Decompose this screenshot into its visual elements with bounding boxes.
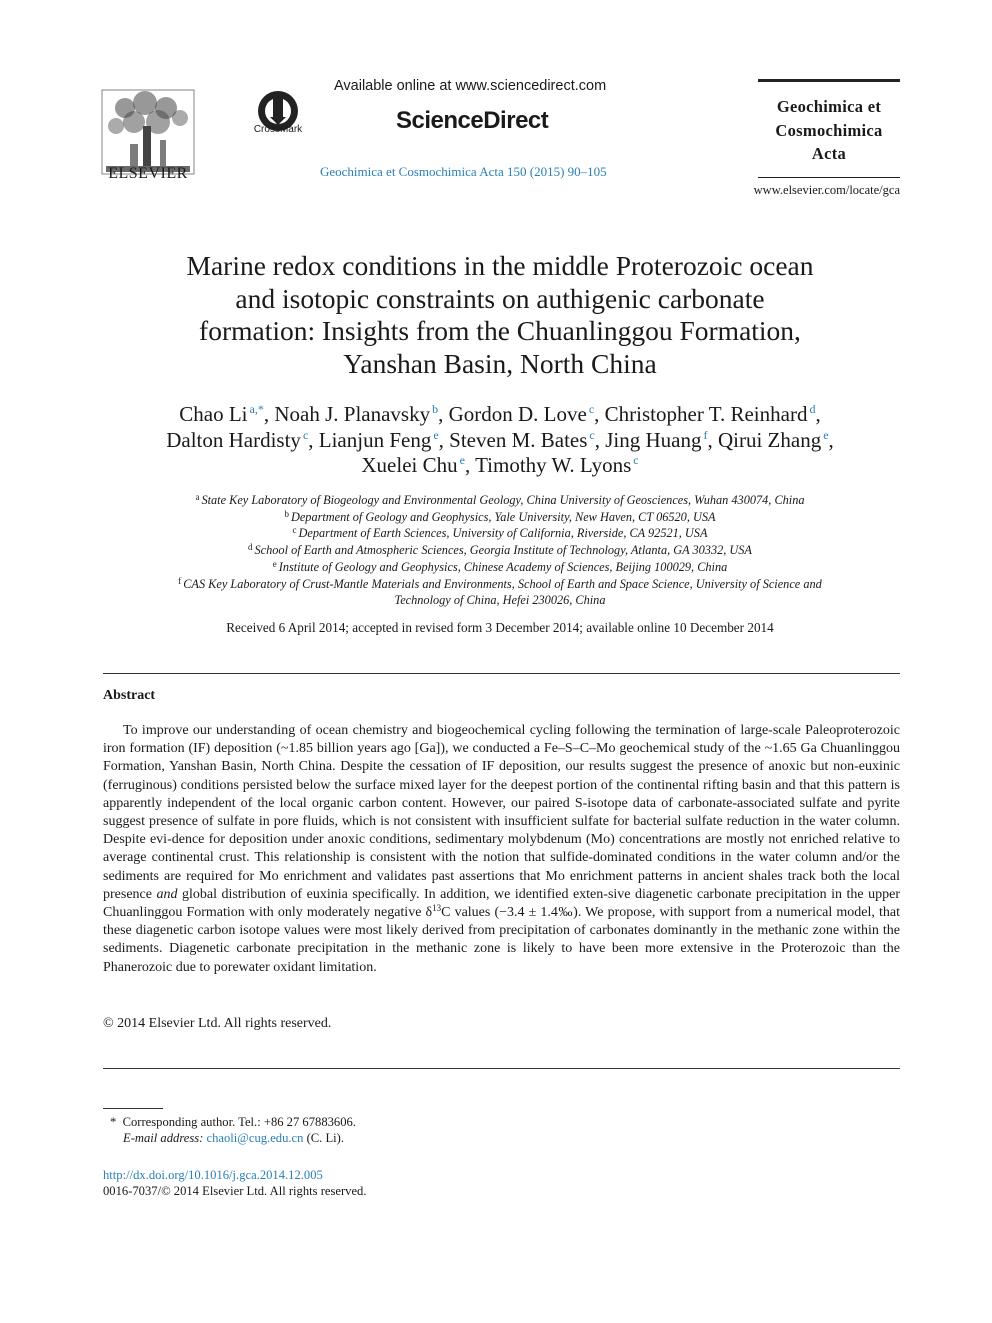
affiliation-text: Technology of China, Hefei 230026, China bbox=[394, 593, 606, 608]
journal-name bbox=[752, 95, 906, 166]
title-line: Marine redox conditions in the middle Proterozoic ocean bbox=[186, 250, 814, 281]
journal-title-rule-top bbox=[758, 79, 900, 82]
author-name[interactable]: Xuelei Chu bbox=[361, 453, 458, 477]
author-separator: , bbox=[707, 427, 718, 452]
affiliation-text: State Key Laboratory of Biogeology and Environmental Geology, China University of Geosciences, Wuhan 430074, China bbox=[201, 493, 805, 507]
author-name[interactable]: Noah J. Planavsky bbox=[274, 402, 431, 426]
journal-title-rule-bottom bbox=[758, 177, 900, 178]
journal-name-line: Acta bbox=[811, 144, 847, 163]
abstract-heading: Abstract bbox=[103, 688, 156, 703]
affiliation-text: School of Earth and Atmospheric Sciences, Georgia Institute of Technology, Atlanta, GA 30332, USA bbox=[254, 543, 752, 558]
abstract-inline: 13 bbox=[432, 903, 442, 914]
affiliation-label: b bbox=[284, 508, 289, 519]
author-affiliation-marker[interactable]: c bbox=[302, 427, 309, 442]
affiliation-list bbox=[100, 492, 900, 609]
crossmark-label[interactable]: CrossMark bbox=[253, 124, 303, 135]
abstract-inline: and bbox=[156, 886, 178, 902]
available-online-text: Available online at www.sciencedirect.com bbox=[334, 78, 607, 94]
affiliation-text: Institute of Geology and Geophysics, Chinese Academy of Sciences, Beijing 100029, China bbox=[278, 559, 728, 574]
title-line: Yanshan Basin, North China bbox=[343, 347, 657, 379]
affiliation-label: a bbox=[195, 492, 200, 502]
title-line: and isotopic constraints on authigenic carbonate bbox=[235, 282, 765, 314]
affiliation-line bbox=[100, 492, 900, 509]
author-separator: , bbox=[815, 402, 821, 426]
journal-url[interactable]: www.elsevier.com/locate/gca bbox=[753, 183, 900, 197]
author-list bbox=[100, 402, 900, 479]
sciencedirect-logo[interactable]: ScienceDirect bbox=[396, 107, 549, 134]
author-separator: , bbox=[464, 453, 476, 477]
divider bbox=[103, 673, 900, 674]
author-separator: , bbox=[438, 402, 449, 426]
author-separator: , bbox=[263, 402, 275, 426]
affiliation-label: f bbox=[178, 575, 182, 586]
article-title bbox=[100, 250, 900, 380]
author-name[interactable]: Gordon D. Love bbox=[448, 402, 587, 426]
corresponding-author-text: Corresponding author. Tel.: +86 27 67883606. bbox=[122, 1115, 356, 1129]
affiliation-line bbox=[100, 509, 900, 526]
issn-copyright: 0016-7037/© 2014 Elsevier Ltd. All rights reserved. bbox=[103, 1184, 367, 1198]
email-note bbox=[123, 1131, 344, 1146]
author-name[interactable]: Chao Li bbox=[179, 402, 248, 426]
affiliation-text: CAS Key Laboratory of Crust-Mantle Materials and Environments, School of Earth and Space Science, University of Science and bbox=[183, 576, 822, 591]
affiliation-line bbox=[100, 542, 900, 559]
author-affiliation-marker[interactable]: e bbox=[433, 427, 439, 442]
journal-name-line: Geochimica et bbox=[776, 97, 882, 116]
author-affiliation-marker[interactable]: e bbox=[823, 427, 829, 442]
author-separator: , bbox=[828, 427, 834, 452]
abstract-copyright: © 2014 Elsevier Ltd. All rights reserved. bbox=[103, 1016, 332, 1031]
author-separator: , bbox=[438, 427, 450, 452]
author-name[interactable]: Dalton Hardisty bbox=[166, 427, 301, 452]
email-label: E-mail address: bbox=[123, 1131, 204, 1145]
author-separator: , bbox=[594, 427, 606, 452]
author-affiliation-marker[interactable]: a,* bbox=[249, 402, 264, 416]
affiliation-line bbox=[100, 525, 900, 542]
author-affiliation-marker[interactable]: c bbox=[589, 427, 595, 442]
corresponding-author-note bbox=[110, 1115, 356, 1130]
affiliation-label: e bbox=[272, 558, 277, 569]
affiliation-line bbox=[100, 592, 900, 609]
email-link[interactable]: chaoli@cug.edu.cn bbox=[206, 1131, 304, 1145]
affiliation-text: Department of Earth Sciences, University of California, Riverside, CA 92521, USA bbox=[298, 526, 708, 541]
author-separator: , bbox=[594, 402, 605, 426]
publisher-name: ELSEVIER bbox=[108, 165, 188, 182]
author-name[interactable]: Timothy W. Lyons bbox=[475, 453, 632, 477]
footnote-rule bbox=[103, 1108, 163, 1109]
author-name[interactable]: Lianjun Feng bbox=[318, 427, 432, 452]
affiliation-line bbox=[100, 559, 900, 576]
journal-name-line: Cosmochimica bbox=[775, 120, 883, 140]
author-separator: , bbox=[308, 427, 319, 452]
affiliation-line bbox=[100, 576, 900, 593]
author-name[interactable]: Jing Huang bbox=[605, 427, 702, 452]
affiliation-text: Department of Geology and Geophysics, Yale University, New Haven, CT 06520, USA bbox=[290, 509, 716, 524]
abstract-body: To improve our understanding of ocean chemistry and biogeochemical cycling following the termination of large-scale Paleoproterozoic iron formation (IF) deposition (~1.85 billion years ago [Ga]), we conducted a Fe–S–C–Mo geochemical study of the ~1.65 Ga Chuanlinggou Formation, Yanshan Basin, North China. Despite the cessation of IF deposition, our results suggest the presence of anoxic but non-euxinic (ferruginous) conditions persisted below the surface mixed layer for the deepest portion of the continental rifting basin and that this pattern is apparently independent of the local organic carbon content. However, our paired S-isotope data of carbonate-associated sulfate and pyrite suggest presence of sulfate in pore fluids, which is not consistent with insufficient sulfate for bacterial sulfate reduction in the water column. Despite evi-dence for deposition under anoxic conditions, sedimentary molybdenum (Mo) concentrations are mostly not enriched relative to average continental crust. This relationship is consistent with the notion that sulfide-dominated conditions in the water column and/or the sediments are required for Mo enrichment and validates past assertions that Mo enrichment patterns in ancient shales track both the local presence and global distribution of euxinia specifically. In addition, we identified exten-sive diagenetic carbonate precipitation in the upper Chuanlinggou Formation with only moderately negative $\delta^{13}C$ values (−3.4 ± 1.4‰). We propose, with support from a numerical model, that these diagenetic carbon isotope values were most likely derived from precipitation of carbonates dominantly in the methanic zone within the sediments. Diagenetic carbonate precipitation in the methanic zone is likely to have been more extensive in the Proterozoic than the Phanerozoic due to porewater oxidant limitation. bbox=[103, 723, 901, 975]
author-affiliation-marker[interactable]: c bbox=[588, 402, 595, 416]
author-affiliation-marker[interactable]: e bbox=[459, 453, 465, 467]
author-affiliation-marker[interactable]: f bbox=[703, 427, 708, 442]
affiliation-label: c bbox=[292, 525, 297, 536]
author-name[interactable]: Christopher T. Reinhard bbox=[604, 402, 808, 426]
email-suffix: (C. Li). bbox=[306, 1131, 345, 1145]
divider bbox=[103, 1068, 900, 1069]
author-affiliation-marker[interactable]: b bbox=[432, 402, 439, 416]
author-name[interactable]: Qirui Zhang bbox=[717, 427, 822, 452]
received-dates: Received 6 April 2014; accepted in revised form 3 December 2014; available online 10 December 2014 bbox=[226, 620, 774, 635]
journal-citation-link[interactable]: Geochimica et Cosmochimica Acta 150 (2015) 90–105 bbox=[320, 164, 607, 179]
footnote-marker: * bbox=[110, 1115, 117, 1129]
author-affiliation-marker[interactable]: d bbox=[809, 402, 816, 416]
title-line: formation: Insights from the Chuanlinggou Formation, bbox=[199, 315, 801, 346]
affiliation-label: d bbox=[248, 542, 253, 553]
doi-link[interactable]: http://dx.doi.org/10.1016/j.gca.2014.12.005 bbox=[103, 1168, 323, 1182]
author-name[interactable]: Steven M. Bates bbox=[449, 427, 588, 452]
author-affiliation-marker[interactable]: c bbox=[633, 453, 639, 467]
